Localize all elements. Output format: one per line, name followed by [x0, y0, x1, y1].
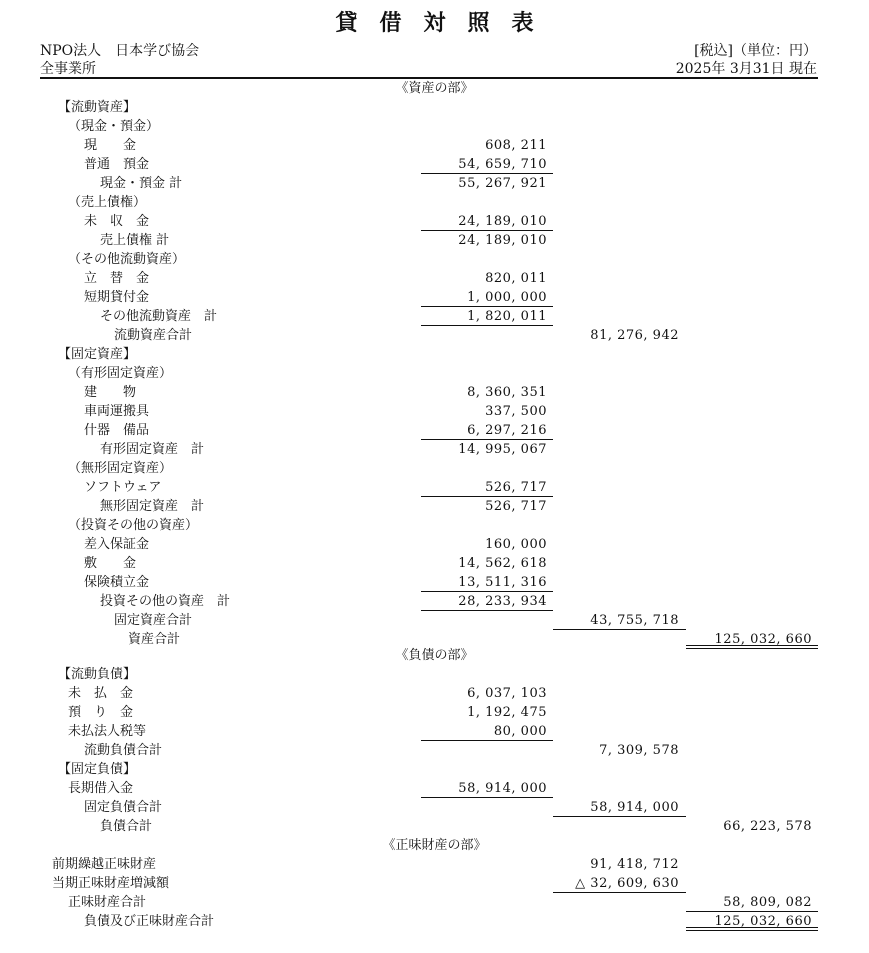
row-value: 337, 500 [485, 404, 547, 419]
row-label: 負債及び正味財産合計 [84, 914, 215, 929]
row-value: 8, 360, 351 [467, 385, 547, 400]
row-label: 短期貸付金 [84, 290, 150, 305]
row-label: 流動負債合計 [84, 743, 163, 758]
row-label: 投資その他の資産 計 [100, 594, 231, 609]
row-value: 526, 717 [485, 499, 547, 514]
row-value: 1, 192, 475 [467, 705, 547, 720]
row-label: 什器 備品 [84, 423, 150, 438]
row-advance [0, 269, 869, 288]
row-deposit-paid [0, 554, 869, 573]
row-label: （現金・預金） [68, 119, 160, 134]
row-software [0, 478, 869, 497]
row-other-current-total [0, 307, 869, 326]
row-guarantee [0, 535, 869, 554]
row-label: 保険積立金 [84, 575, 150, 590]
section-liabilities: 《負債の部》 [395, 648, 474, 663]
investment-group-header [0, 516, 869, 535]
fixed-assets-header [0, 345, 869, 364]
row-value: 160, 000 [485, 537, 547, 552]
grand-total-double-rule [686, 927, 818, 931]
row-value: 125, 032, 660 [714, 914, 812, 929]
row-label: 【固定資産】 [58, 347, 137, 362]
row-label: 長期借入金 [68, 781, 134, 796]
row-value: 24, 189, 010 [458, 233, 547, 248]
row-value: 6, 037, 103 [467, 686, 547, 701]
tangible-group-header [0, 364, 869, 383]
row-value: 7, 309, 578 [599, 743, 679, 758]
row-value: 125, 032, 660 [714, 632, 812, 647]
row-value: 14, 995, 067 [458, 442, 547, 457]
row-value: 91, 418, 712 [590, 857, 679, 872]
row-label: 未払法人税等 [68, 724, 147, 739]
row-short-loan [0, 288, 869, 307]
office-name: 全事業所 [40, 61, 96, 77]
row-value: 6, 297, 216 [467, 423, 547, 438]
section-net-assets: 《正味財産の部》 [382, 838, 487, 853]
row-label: 未 収 金 [84, 214, 150, 229]
row-label: 立 替 金 [84, 271, 150, 286]
row-value: 58, 914, 000 [458, 781, 547, 796]
row-label: （無形固定資産） [68, 461, 173, 476]
row-label: 差入保証金 [84, 537, 150, 552]
other-current-group-header [0, 250, 869, 269]
row-value: 1, 000, 000 [467, 290, 547, 305]
row-value: 58, 914, 000 [590, 800, 679, 815]
row-long-loan [0, 779, 869, 798]
org-name: NPO法人 日本学び協会 [40, 43, 200, 59]
row-value: 80, 000 [493, 724, 547, 739]
row-value: 24, 189, 010 [458, 214, 547, 229]
cash-group-header [0, 117, 869, 136]
row-current-assets-total [0, 326, 869, 345]
row-tangible-total [0, 440, 869, 459]
row-label: その他流動資産 計 [100, 309, 218, 324]
row-label: （売上債権） [68, 195, 147, 210]
row-label: 車両運搬具 [84, 404, 150, 419]
fixed-liabilities-header [0, 760, 869, 779]
row-insurance [0, 573, 869, 592]
row-value: 81, 276, 942 [590, 328, 679, 343]
row-value: 43, 755, 718 [590, 613, 679, 628]
row-label: 売上債権 計 [100, 233, 170, 248]
row-tax-payable [0, 722, 869, 741]
row-label: 流動資産合計 [114, 328, 193, 343]
row-label: （その他流動資産） [68, 252, 186, 267]
row-label: 有形固定資産 計 [100, 442, 205, 457]
row-label: 普通 預金 [84, 157, 150, 172]
current-assets-header [0, 98, 869, 117]
row-label: （有形固定資産） [68, 366, 173, 381]
row-label: 【流動資産】 [58, 100, 137, 115]
row-value: 1, 820, 011 [467, 309, 547, 324]
row-fixed-liabilities-total [0, 798, 869, 817]
row-label: 預 り 金 [68, 705, 134, 720]
row-fixtures [0, 421, 869, 440]
row-value: 526, 717 [485, 480, 547, 495]
row-label: 【流動負債】 [58, 667, 137, 682]
row-value: 13, 511, 316 [458, 575, 547, 590]
row-liabilities-total [0, 817, 869, 836]
row-label: 正味財産合計 [68, 895, 147, 910]
row-label: 現金・預金 計 [100, 176, 183, 191]
row-accrued [0, 212, 869, 231]
tax-unit-note: [税込]（単位：円） [694, 43, 817, 59]
row-current-liabilities-total [0, 741, 869, 760]
intangible-group-header [0, 459, 869, 478]
row-label: 無形固定資産 計 [100, 499, 205, 514]
row-label: 資産合計 [128, 632, 181, 647]
row-investment-total [0, 592, 869, 611]
row-label: 【固定負債】 [58, 762, 137, 777]
row-net-assets-total [0, 893, 869, 912]
row-value: 608, 211 [485, 138, 547, 153]
row-cash [0, 136, 869, 155]
row-vehicles [0, 402, 869, 421]
row-value: 820, 011 [485, 271, 547, 286]
row-prior-net-assets [0, 855, 869, 874]
row-cash-total [0, 174, 869, 193]
row-value: 66, 223, 578 [723, 819, 812, 834]
row-deposit [0, 155, 869, 174]
row-value: 55, 267, 921 [458, 176, 547, 191]
row-label: 固定資産合計 [114, 613, 193, 628]
row-label: 未 払 金 [68, 686, 134, 701]
row-label: 敷 金 [84, 556, 137, 571]
row-net-assets-change [0, 874, 869, 893]
row-deposits-received [0, 703, 869, 722]
row-label: 当期正味財産増減額 [52, 876, 170, 891]
row-value: △ 32, 609, 630 [575, 876, 679, 891]
row-fixed-assets-total [0, 611, 869, 630]
row-value: 14, 562, 618 [458, 556, 547, 571]
receivables-group-header [0, 193, 869, 212]
row-label: 負債合計 [100, 819, 153, 834]
row-value: 58, 809, 082 [723, 895, 812, 910]
row-receivables-total [0, 231, 869, 250]
row-label: 建 物 [84, 385, 137, 400]
report-date: 2025年 3月31日 現在 [675, 61, 817, 77]
row-payable [0, 684, 869, 703]
row-intangible-total [0, 497, 869, 516]
current-liabilities-header [0, 665, 869, 684]
row-label: 現 金 [84, 138, 137, 153]
row-value: 28, 233, 934 [458, 594, 547, 609]
row-label: 固定負債合計 [84, 800, 163, 815]
document-title: 貸借対照表 [335, 11, 556, 36]
row-label: （投資その他の資産） [68, 518, 199, 533]
row-value: 54, 659, 710 [458, 157, 547, 172]
row-label: ソフトウェア [84, 480, 162, 495]
section-assets: 《資産の部》 [395, 81, 474, 96]
row-building [0, 383, 869, 402]
row-label: 前期繰越正味財産 [52, 857, 157, 872]
